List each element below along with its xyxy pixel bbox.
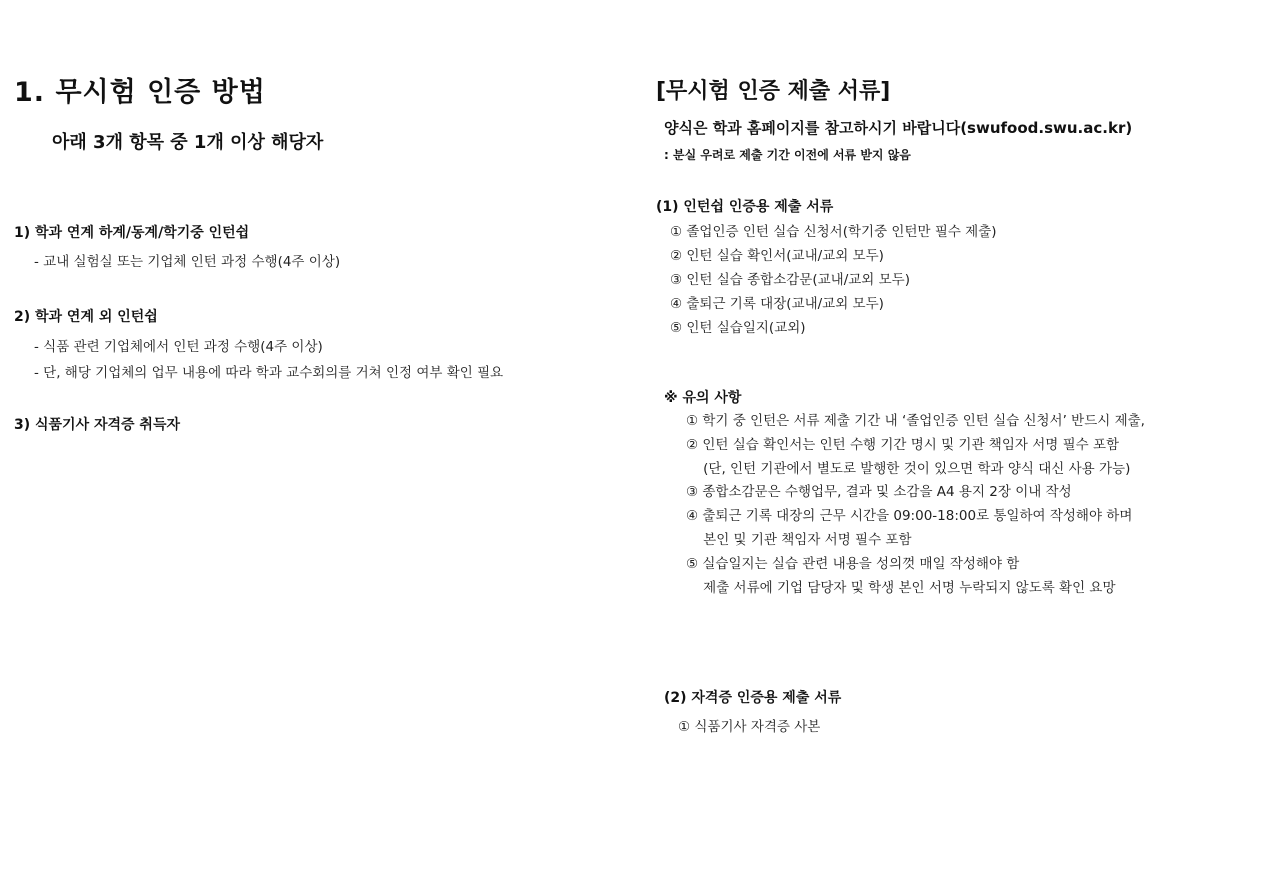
list-item: ④ 출퇴근 기록 대장(교내/교외 모두) [670, 296, 884, 312]
page-subtitle: 아래 3개 항목 중 1개 이상 해당자 [52, 132, 324, 153]
section2-heading: 2) 학과 연계 외 인턴쉽 [14, 309, 158, 325]
notes-list [686, 410, 1145, 600]
submission-note: : 분실 우려로 제출 기간 이전에 서류 받지 않음 [664, 148, 911, 162]
list-item: ① 졸업인증 인턴 실습 신청서(학기중 인턴만 필수 제출) [670, 224, 997, 240]
section1-heading: 1) 학과 연계 하계/동계/학기중 인턴쉽 [14, 225, 250, 241]
list-item: ⑤ 인턴 실습일지(교외) [670, 320, 806, 336]
page-title: 1. 무시험 인증 방법 [14, 77, 266, 108]
form-note: 양식은 학과 홈페이지를 참고하시기 바랍니다(swufood.swu.ac.kr) [664, 119, 1133, 137]
certificate-docs-heading: (2) 자격증 인증용 제출 서류 [664, 690, 842, 706]
list-item: 제출 서류에 기업 담당자 및 학생 본인 서명 누락되지 않도록 확인 요망 [686, 579, 1116, 596]
list-item: ⑤ 실습일지는 실습 관련 내용을 성의껏 매일 작성해야 함 [686, 555, 1020, 572]
section3-heading: 3) 식품기사 자격증 취득자 [14, 417, 181, 433]
certificate-docs-item: ① 식품기사 자격증 사본 [678, 719, 821, 735]
list-item: ③ 종합소감문은 수행업무, 결과 및 소감을 A4 용지 2장 이내 작성 [686, 484, 1072, 501]
section2-line: - 식품 관련 기업체에서 인턴 과정 수행(4주 이상) [34, 339, 323, 355]
list-item: ② 인턴 실습 확인서(교내/교외 모두) [670, 248, 884, 264]
section2-line: - 단, 해당 기업체의 업무 내용에 따라 학과 교수회의를 거쳐 인정 여부 확인 필요 [34, 365, 504, 381]
notes-heading: ※ 유의 사항 [664, 390, 742, 406]
list-item: ② 인턴 실습 확인서는 인턴 수행 기간 명시 및 기관 책임자 서명 필수 포함 [686, 436, 1120, 453]
list-item: ① 학기 중 인턴은 서류 제출 기간 내 ‘졸업인증 인턴 실습 신청서’ 반드시 제출, [686, 413, 1145, 429]
list-item: (단, 인턴 기관에서 별도로 발행한 것이 있으면 학과 양식 대신 사용 가능) [686, 460, 1131, 477]
list-item: ④ 출퇴근 기록 대장의 근무 시간을 09:00-18:00로 통일하여 작성해야 하며 [686, 508, 1133, 525]
documents-title: [무시험 인증 제출 서류] [656, 79, 891, 104]
internship-docs-list [670, 220, 997, 340]
list-item: ③ 인턴 실습 종합소감문(교내/교외 모두) [670, 272, 910, 288]
section1-line: - 교내 실험실 또는 기업체 인턴 과정 수행(4주 이상) [34, 254, 341, 270]
internship-docs-heading: (1) 인턴쉽 인증용 제출 서류 [656, 199, 834, 215]
list-item: 본인 및 기관 책임자 서명 필수 포함 [686, 531, 912, 548]
